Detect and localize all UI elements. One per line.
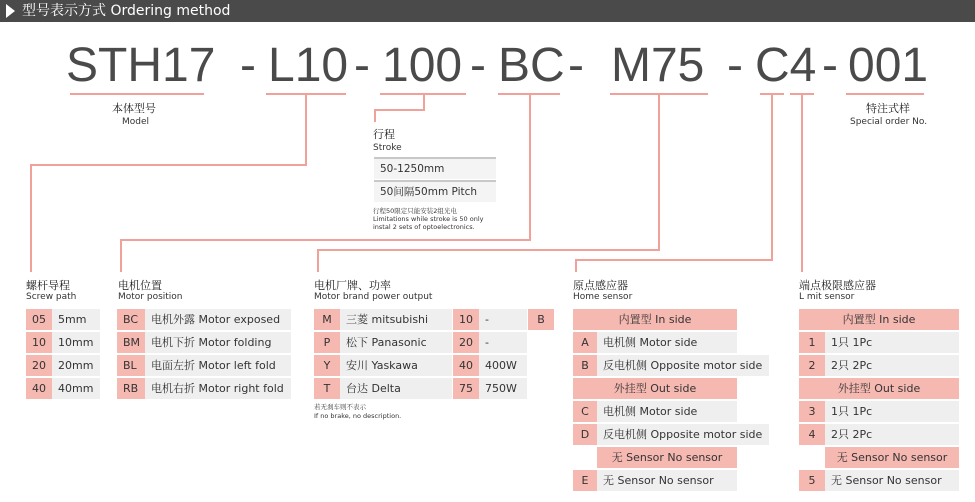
motorpos-code: BL [117, 355, 145, 376]
power-value: - [479, 309, 527, 330]
screw-code: 05 [26, 309, 52, 330]
motorpos-value: 电面左折 Motor left fold [145, 355, 291, 376]
leader-screw [31, 95, 306, 272]
limit-code: 2 [799, 355, 825, 376]
limit-code: 1 [799, 332, 825, 353]
motorpos-value: 电机下折 Motor folding [145, 332, 291, 353]
stroke-note-en: Limitations while stroke is 50 only [373, 215, 484, 223]
brand-note-cn: 若无刹车则不表示 [314, 403, 366, 411]
screw-value: 40mm [52, 378, 100, 399]
label-limit-cn: 端点极限感应器 [799, 279, 876, 292]
leader-home-sensor [576, 95, 772, 272]
code-model: STH17 [66, 39, 216, 92]
power-code: 40 [453, 355, 479, 376]
label-limit-en: L mit sensor [799, 292, 855, 302]
brand-name: 台达 Delta [340, 378, 452, 399]
code-separator: - [727, 39, 743, 92]
power-value: - [479, 332, 527, 353]
limit-value: 1只 1Pc [825, 332, 959, 353]
label-screw-en: Screw path [26, 292, 77, 302]
brand-code: P [314, 332, 340, 353]
home-code: E [573, 470, 597, 491]
brand-name: 安川 Yaskawa [340, 355, 452, 376]
brand-code: Y [314, 355, 340, 376]
code-sensor: C4 [755, 39, 817, 92]
screw-value: 10mm [52, 332, 100, 353]
limit-inside-head: 内置型 In side [799, 309, 959, 330]
screw-value: 20mm [52, 355, 100, 376]
limit-code: 3 [799, 401, 825, 422]
motorpos-code: RB [117, 378, 145, 399]
label-screw-cn: 螺杆导程 [26, 279, 70, 292]
brand-name: 三菱 mitsubishi [340, 309, 452, 330]
home-value: 反电机侧 Opposite motor side [597, 424, 769, 445]
label-brand-cn: 电机厂牌、功率 [314, 279, 391, 292]
motorpos-code: BM [117, 332, 145, 353]
home-inside-head: 内置型 In side [573, 309, 737, 330]
label-stroke-cn: 行程 [373, 128, 395, 141]
power-code: 75 [453, 378, 479, 399]
stroke-pitch: 50间隔50mm Pitch [374, 180, 496, 202]
label-home-cn: 原点感应器 [573, 279, 628, 292]
motorpos-value: 电机右折 Motor right fold [145, 378, 291, 399]
code-brake: BC [498, 39, 565, 92]
limit-value: 2只 2Pc [825, 355, 959, 376]
leader-stroke [375, 95, 424, 122]
section-title: 型号表示方式 Ordering method [22, 3, 231, 19]
limit-outside-head: 外挂型 Out side [799, 378, 959, 399]
code-separator: - [568, 39, 584, 92]
home-outside-head: 外挂型 Out side [573, 378, 737, 399]
stroke-note-en: instal 2 sets of optoelectronics. [373, 223, 475, 231]
label-stroke-en: Stroke [373, 143, 402, 153]
home-value: 无 Sensor No sensor [597, 470, 737, 491]
home-code: A [573, 332, 597, 353]
home-code: B [573, 355, 597, 376]
power-value: 400W [479, 355, 527, 376]
screw-value: 5mm [52, 309, 100, 330]
code-motor: M75 [611, 39, 705, 92]
brand-code: T [314, 378, 340, 399]
label-model-cn: 本体型号 [112, 102, 156, 115]
motorpos-value: 电机外露 Motor exposed [145, 309, 291, 330]
limit-code: 5 [799, 470, 825, 491]
home-code: D [573, 424, 597, 445]
label-brand-en: Motor brand power output [314, 292, 433, 302]
motorpos-code: BC [117, 309, 145, 330]
brand-note-en: If no brake, no description. [314, 412, 402, 420]
label-special-cn: 特注式样 [866, 102, 910, 115]
label-model-en: Model [122, 117, 150, 127]
brake-code: B [528, 309, 554, 330]
limit-value: 无 Sensor No sensor [825, 470, 959, 491]
screw-code: 10 [26, 332, 52, 353]
code-lead: L10 [268, 39, 349, 92]
home-value: 反电机侧 Opposite motor side [597, 355, 769, 376]
code-separator: - [354, 39, 370, 92]
label-home-en: Home sensor [573, 292, 633, 302]
screw-code: 40 [26, 378, 52, 399]
code-stroke: 100 [382, 39, 463, 92]
stroke-range: 50-1250mm [374, 157, 496, 179]
limit-none-head: 无 Sensor No sensor [825, 447, 959, 468]
code-separator: - [240, 39, 256, 92]
code-separator: - [470, 39, 486, 92]
stroke-note-cn: 行程50限定只能安装2组光电 [373, 207, 457, 215]
code-special: 001 [848, 39, 929, 92]
home-none-head: 无 Sensor No sensor [597, 447, 737, 468]
power-code: 20 [453, 332, 479, 353]
label-motorpos-en: Motor position [118, 292, 183, 302]
brand-name: 松下 Panasonic [340, 332, 452, 353]
limit-code: 4 [799, 424, 825, 445]
label-special-en: Special order No. [850, 117, 928, 127]
home-value: 电机侧 Motor side [597, 401, 737, 422]
power-code: 10 [453, 309, 479, 330]
code-separator: - [822, 39, 838, 92]
label-motorpos-cn: 电机位置 [118, 279, 162, 292]
limit-value: 1只 1Pc [825, 401, 959, 422]
limit-value: 2只 2Pc [825, 424, 959, 445]
home-value: 电机侧 Motor side [597, 332, 737, 353]
screw-code: 20 [26, 355, 52, 376]
power-value: 750W [479, 378, 527, 399]
home-code: C [573, 401, 597, 422]
brand-code: M [314, 309, 340, 330]
